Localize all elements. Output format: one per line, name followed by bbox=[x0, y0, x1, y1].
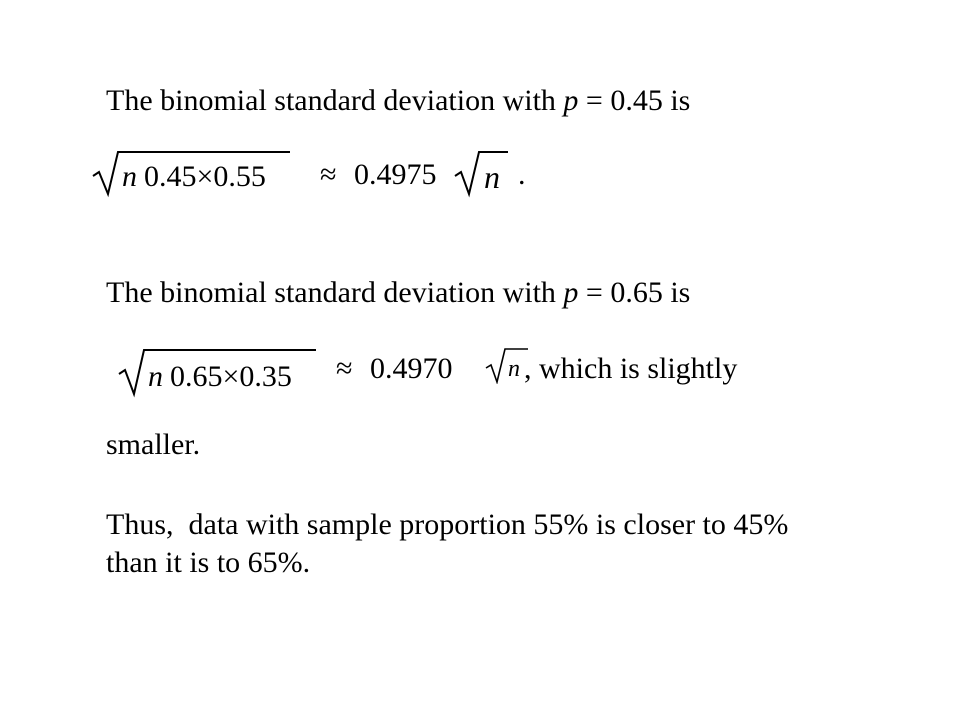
heading-prefix: The binomial standard deviation with bbox=[106, 84, 564, 117]
heading-suffix: = 0.45 is bbox=[578, 84, 691, 117]
conclusion-line-2: than it is to 65%. bbox=[106, 546, 311, 579]
variable-p: p bbox=[563, 276, 579, 309]
heading-p045 bbox=[106, 84, 690, 118]
which-is-slightly: , which is slightly bbox=[524, 352, 738, 385]
sqrt-expression-045 bbox=[90, 146, 300, 198]
root-n: n bbox=[484, 159, 500, 195]
approx-symbol: ≈ bbox=[336, 352, 353, 385]
sqrt-expression-065 bbox=[116, 344, 326, 398]
radicand-n: n bbox=[122, 160, 137, 193]
conclusion-line-1: Thus, data with sample proportion 55% is closer to 45% bbox=[106, 508, 789, 541]
heading-suffix: = 0.65 is bbox=[578, 276, 691, 309]
variable-p: p bbox=[563, 84, 579, 117]
root-n: n bbox=[508, 356, 520, 382]
heading-prefix: The binomial standard deviation with bbox=[106, 276, 564, 309]
radical-sign bbox=[455, 152, 508, 194]
continuation-smaller: smaller. bbox=[106, 428, 201, 461]
radical-sign bbox=[486, 349, 528, 382]
approx-symbol: ≈ bbox=[320, 158, 337, 191]
sentence-end: . bbox=[518, 158, 526, 191]
sqrt-n-045 bbox=[452, 146, 512, 198]
approx-value: 0.4975 bbox=[354, 158, 437, 191]
approx-value: 0.4970 bbox=[370, 352, 453, 385]
heading-p065 bbox=[106, 276, 690, 310]
radicand-product: 0.65×0.35 bbox=[170, 360, 292, 393]
radicand-n: n bbox=[148, 360, 163, 393]
radicand-product: 0.45×0.55 bbox=[144, 160, 266, 193]
